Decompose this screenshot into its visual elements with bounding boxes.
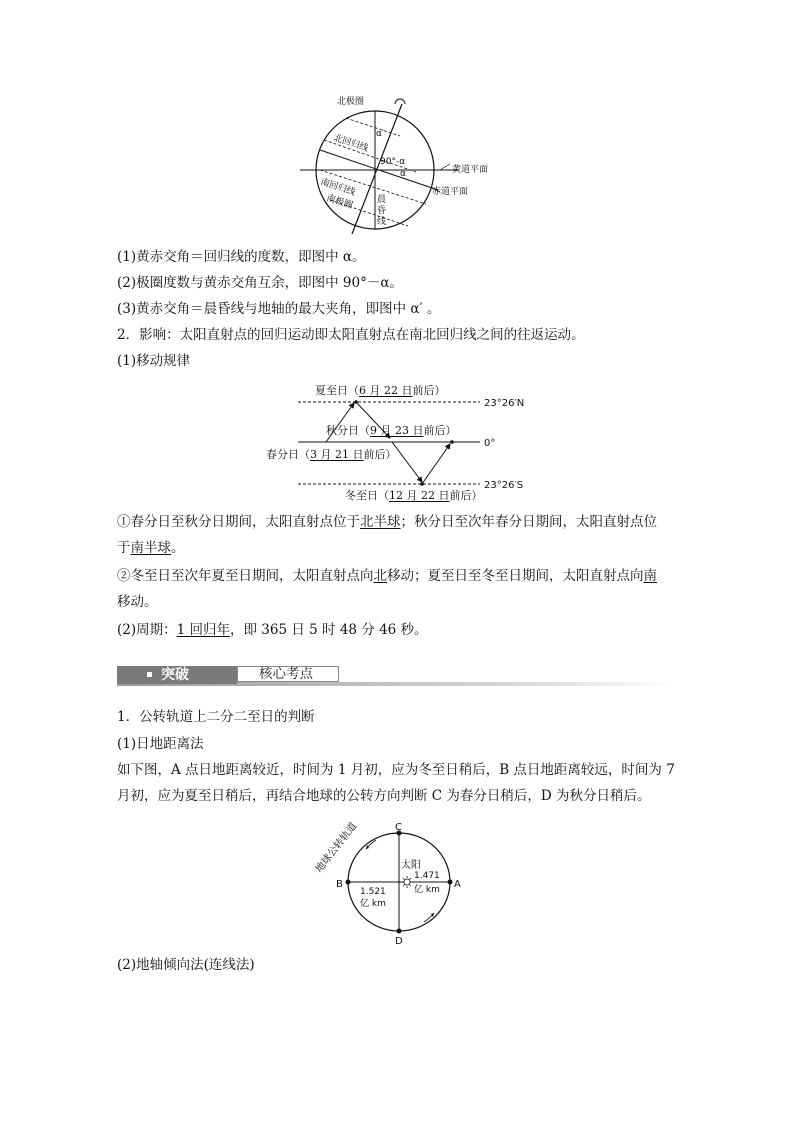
summer-solstice-label: 夏至日（6 月 22 日前后） [315, 384, 446, 397]
impact-paragraph: 2．影响：太阳直射点的回归运动即太阳直射点在南北回归线之间的往返运动。 [117, 327, 585, 343]
movement-subtitle: (1)移动规律 [117, 353, 191, 369]
method-1-title: (1)日地距离法 [117, 736, 204, 752]
dist-b-value: 1.521 [360, 887, 386, 897]
north-polar-label: 北极圈 [337, 97, 365, 107]
tropic-cancer-label: 北回归线 [332, 133, 370, 154]
banner-tag: 突破 [161, 667, 189, 683]
dist-a-unit: 亿 km [414, 885, 440, 895]
point-b-label: B [336, 879, 343, 890]
movement-para-2-line-1: ②冬至日至次年夏至日期间，太阳直射点向北移动；夏至日至冬至日期间，太阳直射点向南 [117, 568, 657, 584]
movement-para-1-line-1: ①春分日至秋分日期间，太阳直射点位于北半球；秋分日至次年春分日期间，太阳直射点位 [117, 514, 657, 530]
obliquity-diagram [290, 92, 510, 242]
period-line: (2)周期：1 回归年，即 365 日 5 时 48 分 46 秒。 [117, 622, 428, 638]
equator-plane-label: 赤道平面 [432, 187, 469, 197]
spring-equinox-label: 春分日（3 月 21 日前后） [266, 448, 397, 461]
orbit-diagram [310, 820, 480, 945]
winter-to-spring [422, 444, 450, 484]
winter-solstice-label: 冬至日（12 月 22 日前后） [345, 489, 483, 502]
ninety-minus-alpha-label: 90°-α [380, 157, 406, 167]
section-banner [117, 666, 677, 686]
sun-icon [401, 876, 413, 888]
terminator-char-1: 晨 [377, 195, 387, 205]
obliquity-point-1: (1)黄赤交角＝回归线的度数，即图中 α。 [117, 249, 366, 265]
ecliptic-label: 黄道平面 [452, 165, 489, 175]
dist-b-unit: 亿 km [360, 899, 386, 909]
lat-s-label: 23°26′S [484, 480, 524, 491]
point-a-label: A [454, 879, 461, 890]
sun-label: 太阳 [401, 860, 421, 871]
point-b-dot [346, 880, 351, 885]
alpha-label: α [400, 169, 406, 179]
autumn-to-winter [392, 442, 422, 482]
rotation-icon [395, 99, 405, 104]
movement-para-2-line-2: 移动。 [117, 594, 158, 610]
lat-0-label: 0° [484, 438, 496, 449]
point-c-label: C [395, 822, 402, 833]
obliquity-point-3: (3)黄赤交角＝晨昏线与地轴的最大夹角，即图中 α′ 。 [117, 301, 441, 317]
movement-para-1-line-2: 于南半球。 [117, 540, 185, 556]
method-2-title: (2)地轴倾向法(连线法) [117, 957, 255, 973]
banner-square-icon [147, 672, 152, 677]
section-heading: 1．公转轨道上二分二至日的判断 [117, 709, 315, 725]
orbit-label: 地球公转轨道 [313, 820, 360, 875]
terminator-char-2: 昏 [377, 206, 387, 216]
banner-title: 核心考点 [259, 666, 313, 682]
north-polar-line [346, 118, 400, 136]
point-d-dot [397, 929, 402, 934]
alpha-prime-label: α′ [376, 129, 384, 139]
point-a-dot [448, 880, 453, 885]
point-d-label: D [395, 936, 403, 945]
terminator-char-3: 线 [377, 217, 387, 227]
autumn-equinox-label: 秋分日（9 月 23 日前后） [326, 424, 457, 437]
tropic-capricorn-label: 南回归线 [319, 177, 357, 198]
method-1-desc-line-1: 如下图，A 点日地距离较近，时间为 1 月初，应为冬至日稍后，B 点日地距离较远，时间为 7 [117, 762, 675, 778]
obliquity-point-2: (2)极圈度数与黄赤交角互余，即图中 90°－α。 [117, 275, 403, 291]
lat-n-label: 23°26′N [484, 398, 525, 409]
dist-a-value: 1.471 [414, 871, 440, 881]
south-polar-label: 南极圈 [325, 193, 354, 212]
method-1-desc-line-2: 月初，应为夏至日稍后，再结合地球的公转方向判断 C 为春分日稍后，D 为秋分日稍后。 [117, 788, 651, 804]
